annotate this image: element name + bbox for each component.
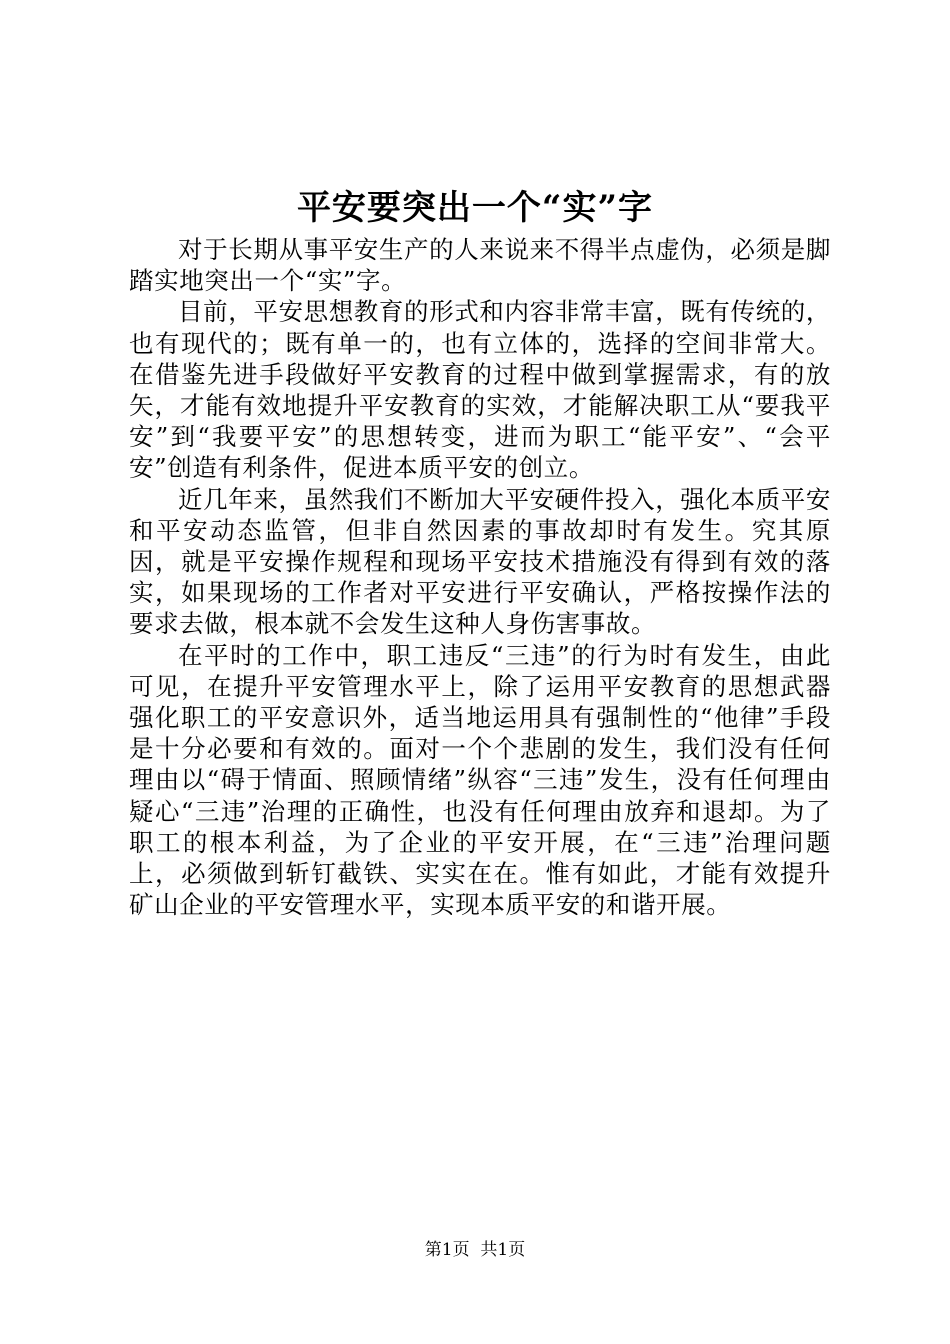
page-title: 平安要突出一个“实”字	[296, 188, 654, 228]
footer-spacer	[470, 1240, 481, 1260]
paragraph: 近几年来，虽然我们不断加大平安硬件投入，强化本质平安和平安动态监管，但非自然因素的事故却时有发生。究其原因，就是平安操作规程和现场平安技术措施没有得到有效的落实，如果现场的工作者对平安进行平安确认，严格按操作法的要求去做，根本就不会发生这种人身伤害事故。	[129, 484, 831, 639]
document-body	[129, 234, 831, 920]
page-footer	[0, 1238, 950, 1262]
page-number: 第1页	[424, 1240, 470, 1260]
paragraph: 目前，平安思想教育的形式和内容非常丰富，既有传统的，也有现代的；既有单一的，也有立体的，选择的空间非常大。在借鉴先进手段做好平安教育的过程中做到掌握需求，有的放矢，才能有效地提升平安教育的实效，才能解决职工从“要我平安”到“我要平安”的思想转变，进而为职工“能平安”、“会平安”创造有利条件，促进本质平安的创立。	[129, 297, 831, 483]
paragraph: 在平时的工作中，职工违反“三违”的行为时有发生，由此可见，在提升平安管理水平上，除了运用平安教育的思想武器强化职工的平安意识外，适当地运用具有强制性的“他律”手段是十分必要和有效的。面对一个个悲剧的发生，我们没有任何理由以“碍于情面、照顾情绪”纵容“三违”发生，没有任何理由疑心“三违”治理的正确性，也没有任何理由放弃和退却。为了职工的根本利益，为了企业的平安开展，在“三违”治理问题上，必须做到斩钉截铁、实实在在。惟有如此，才能有效提升矿山企业的平安管理水平，实现本质平安的和谐开展。	[129, 640, 831, 920]
paragraph: 对于长期从事平安生产的人来说来不得半点虚伪，必须是脚踏实地突出一个“实”字。	[129, 235, 831, 296]
page-total: 共1页	[480, 1240, 526, 1260]
